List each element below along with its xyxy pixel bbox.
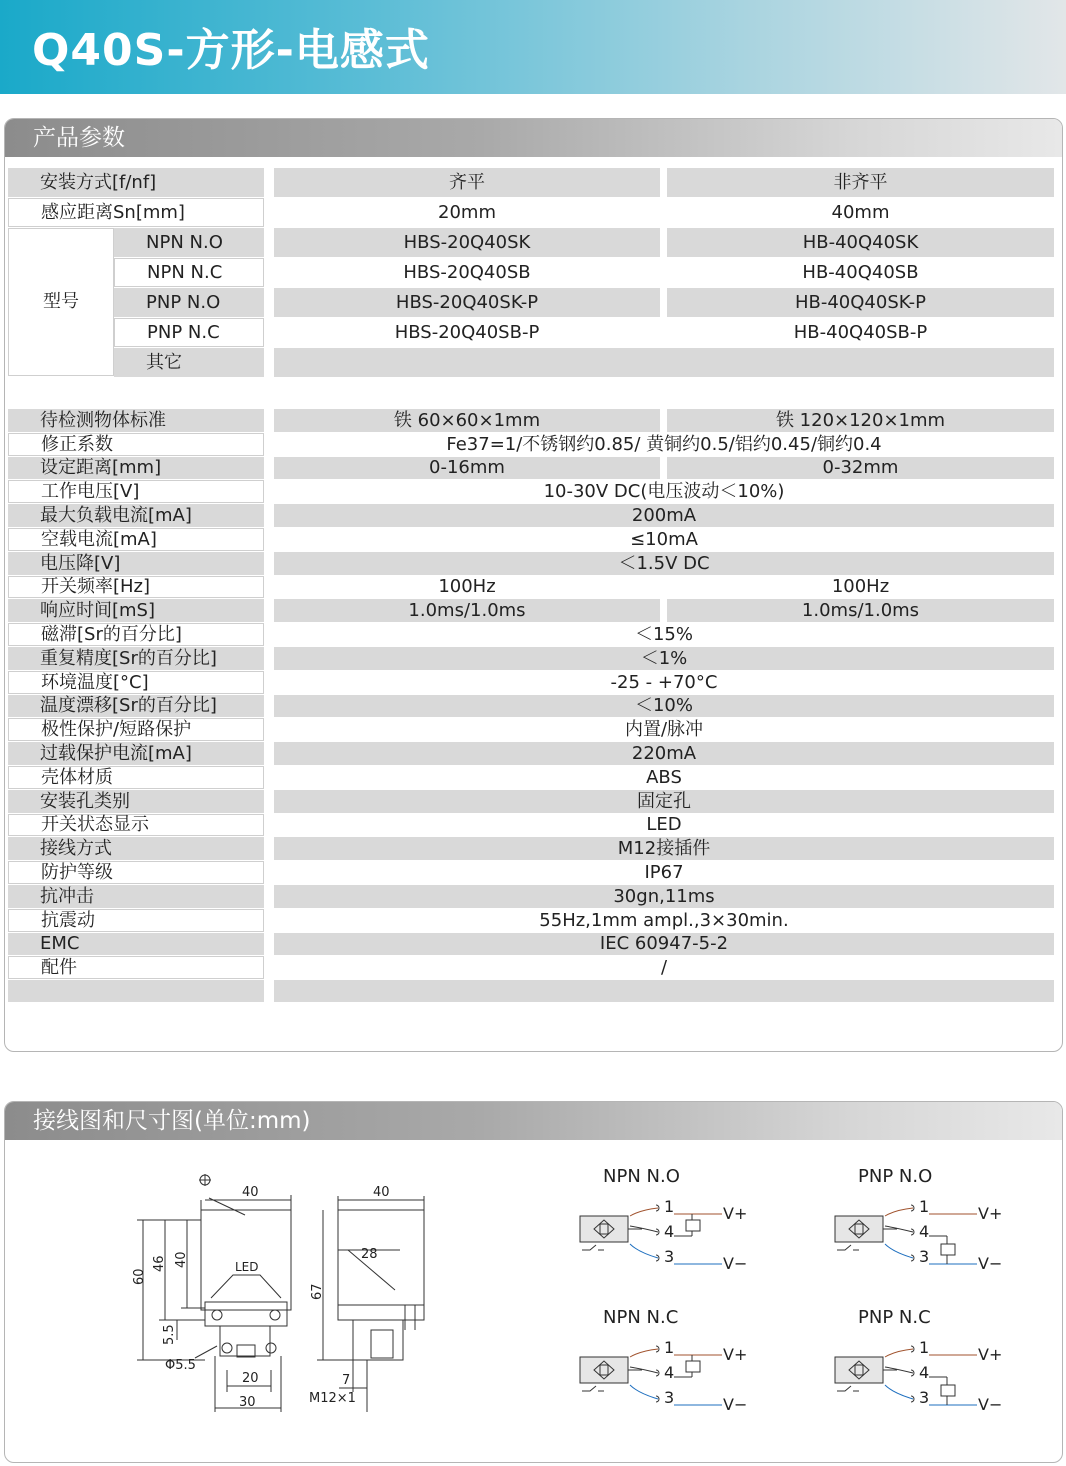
spec-value: -25 - +70°C: [274, 671, 1054, 694]
spec-value: 内置/脉冲: [274, 718, 1054, 741]
spec-label: 极性保护/短路保护: [8, 718, 264, 741]
spec-value: 固定孔: [274, 790, 1054, 813]
model-other-label: 其它: [114, 348, 264, 377]
model-type: NPN N.O: [114, 228, 264, 257]
dim-w7: 7: [342, 1373, 351, 1388]
spec-value: M12接插件: [274, 837, 1054, 860]
spec-value-nonflush: 1.0ms/1.0ms: [667, 599, 1054, 622]
wiring-diagram: [835, 1307, 1002, 1414]
dim-h46: 46: [152, 1255, 167, 1272]
spec-label: 电压降[V]: [8, 552, 264, 575]
spec-label: 安装孔类别: [8, 790, 264, 813]
pin-1-label: 1: [919, 1197, 930, 1216]
diagram-title: PNP N.C: [858, 1307, 931, 1328]
model-nonflush: HB-40Q40SB-P: [667, 318, 1054, 347]
model-nonflush: HB-40Q40SK-P: [667, 288, 1054, 317]
spec-label: 最大负载电流[mA]: [8, 504, 264, 527]
dim-led: LED: [235, 1260, 259, 1274]
pin-4-label: 4: [919, 1363, 930, 1382]
mount-label: 安装方式[f/nf]: [8, 168, 264, 197]
diagram-title: NPN N.O: [603, 1166, 680, 1187]
spec-value: Fe37=1/不锈钢约0.85/ 黄铜约0.5/铝约0.45/铜约0.4: [274, 433, 1054, 456]
diagram-title: NPN N.C: [603, 1307, 679, 1328]
pin-1-label: 1: [919, 1338, 930, 1357]
pin-3-label: 3: [919, 1388, 930, 1407]
model-nonflush: HB-40Q40SK: [667, 228, 1054, 257]
pin-4-label: 4: [664, 1363, 675, 1382]
pin-3-label: 3: [664, 1247, 675, 1266]
spec-value: ＜15%: [274, 623, 1054, 646]
wiring-title: 接线图和尺寸图: [33, 1108, 194, 1134]
spec-label: 工作电压[V]: [8, 480, 264, 503]
spec-label: 磁滞[Sr的百分比]: [8, 623, 264, 646]
diagram-title: PNP N.O: [858, 1166, 933, 1187]
mount-flush: 齐平: [274, 168, 660, 197]
spec-value-flush: 铁 60×60×1mm: [274, 409, 660, 432]
model-flush: HBS-20Q40SB: [274, 258, 660, 287]
spec-label: 温度漂移[Sr的百分比]: [8, 695, 264, 717]
spec-value-flush: 100Hz: [274, 576, 660, 598]
model-label: 型号: [8, 228, 114, 376]
spec-label: 待检测物体标准: [8, 409, 264, 432]
vminus-label: V−: [723, 1254, 748, 1273]
spec-label: 环境温度[°C]: [8, 671, 264, 694]
spec-value: ABS: [274, 766, 1054, 789]
spec-value: LED: [274, 814, 1054, 836]
spec-label: 配件: [8, 956, 264, 979]
spec-value: 10-30V DC(电压波动＜10%): [274, 480, 1054, 503]
title-banner: [0, 0, 1066, 94]
spec-value: 55Hz,1mm ampl.,3×30min.: [274, 909, 1054, 932]
table-footer-strip: [274, 980, 1054, 1002]
spec-value: 200mA: [274, 504, 1054, 527]
spec-value-flush: 1.0ms/1.0ms: [274, 599, 660, 622]
dim-thread: M12×1: [309, 1391, 356, 1406]
model-type: PNP N.O: [114, 288, 264, 317]
spec-label: 开关频率[Hz]: [8, 576, 264, 598]
spec-value: ＜1.5V DC: [274, 552, 1054, 575]
dim-w28: 28: [361, 1247, 378, 1262]
spec-value: IEC 60947-5-2: [274, 933, 1054, 955]
model-flush: HBS-20Q40SK-P: [274, 288, 660, 317]
pin-1-label: 1: [664, 1197, 675, 1216]
wiring-section-title: [5, 1102, 1062, 1140]
vplus-label: V+: [978, 1204, 1003, 1223]
vplus-label: V+: [978, 1345, 1003, 1364]
mount-nonflush: 非齐平: [667, 168, 1054, 197]
spec-value-flush: 0-16mm: [274, 457, 660, 479]
spec-value-nonflush: 铁 120×120×1mm: [667, 409, 1054, 432]
dim-side-w40: 40: [373, 1185, 390, 1200]
dim-h40: 40: [174, 1251, 189, 1268]
spec-value: ＜10%: [274, 695, 1054, 717]
range-label: 感应距离Sn[mm]: [8, 198, 264, 227]
spec-value: IP67: [274, 861, 1054, 884]
spec-label: EMC: [8, 933, 264, 955]
vplus-label: V+: [723, 1204, 748, 1223]
spec-value-nonflush: 100Hz: [667, 576, 1054, 598]
model-other-value: [274, 348, 1054, 377]
spec-label: 空载电流[mA]: [8, 528, 264, 551]
spec-value: ＜1%: [274, 647, 1054, 670]
pin-3-label: 3: [919, 1247, 930, 1266]
spec-value: /: [274, 956, 1054, 979]
dim-w30: 30: [239, 1395, 256, 1410]
vminus-label: V−: [978, 1395, 1003, 1414]
wiring-unit: (单位:mm): [194, 1108, 311, 1134]
dim-hole: Φ5.5: [165, 1358, 196, 1373]
dim-h67: 67: [310, 1283, 325, 1300]
pin-3-label: 3: [664, 1388, 675, 1407]
model-flush: HBS-20Q40SK: [274, 228, 660, 257]
pin-4-label: 4: [664, 1222, 675, 1241]
spec-label: 设定距离[mm]: [8, 457, 264, 479]
spec-label: 修正系数: [8, 433, 264, 456]
model-type: NPN N.C: [114, 258, 264, 287]
wiring-diagram: [835, 1166, 1002, 1273]
wiring-diagram: [580, 1166, 747, 1273]
range-flush: 20mm: [274, 198, 660, 227]
params-section-title: 产品参数: [5, 119, 1062, 157]
spec-label: 壳体材质: [8, 766, 264, 789]
spec-value-nonflush: 0-32mm: [667, 457, 1054, 479]
vplus-label: V+: [723, 1345, 748, 1364]
dim-w20: 20: [242, 1371, 259, 1386]
table-footer-strip: [8, 980, 264, 1002]
spec-label: 防护等级: [8, 861, 264, 884]
spec-label: 过载保护电流[mA]: [8, 742, 264, 765]
spec-label: 抗震动: [8, 909, 264, 932]
vminus-label: V−: [723, 1395, 748, 1414]
pin-4-label: 4: [919, 1222, 930, 1241]
pin-1-label: 1: [664, 1338, 675, 1357]
wiring-diagrams: [5, 1140, 1063, 1463]
vminus-label: V−: [978, 1254, 1003, 1273]
spec-label: 响应时间[mS]: [8, 599, 264, 622]
wiring-diagram: [580, 1307, 747, 1414]
range-nonflush: 40mm: [667, 198, 1054, 227]
page-title: Q40S-方形-电感式: [32, 25, 430, 76]
dim-front-w40: 40: [242, 1185, 259, 1200]
spec-label: 抗冲击: [8, 885, 264, 908]
model-nonflush: HB-40Q40SB: [667, 258, 1054, 287]
model-type: PNP N.C: [114, 318, 264, 347]
model-flush: HBS-20Q40SB-P: [274, 318, 660, 347]
spec-value: 220mA: [274, 742, 1054, 765]
dim-h55: 5.5: [162, 1324, 177, 1345]
dim-h60: 60: [132, 1268, 147, 1285]
spec-label: 接线方式: [8, 837, 264, 860]
spec-value: 30gn,11ms: [274, 885, 1054, 908]
spec-value: ≤10mA: [274, 528, 1054, 551]
spec-label: 重复精度[Sr的百分比]: [8, 647, 264, 670]
wiring-panel: [4, 1101, 1063, 1463]
spec-label: 开关状态显示: [8, 814, 264, 836]
